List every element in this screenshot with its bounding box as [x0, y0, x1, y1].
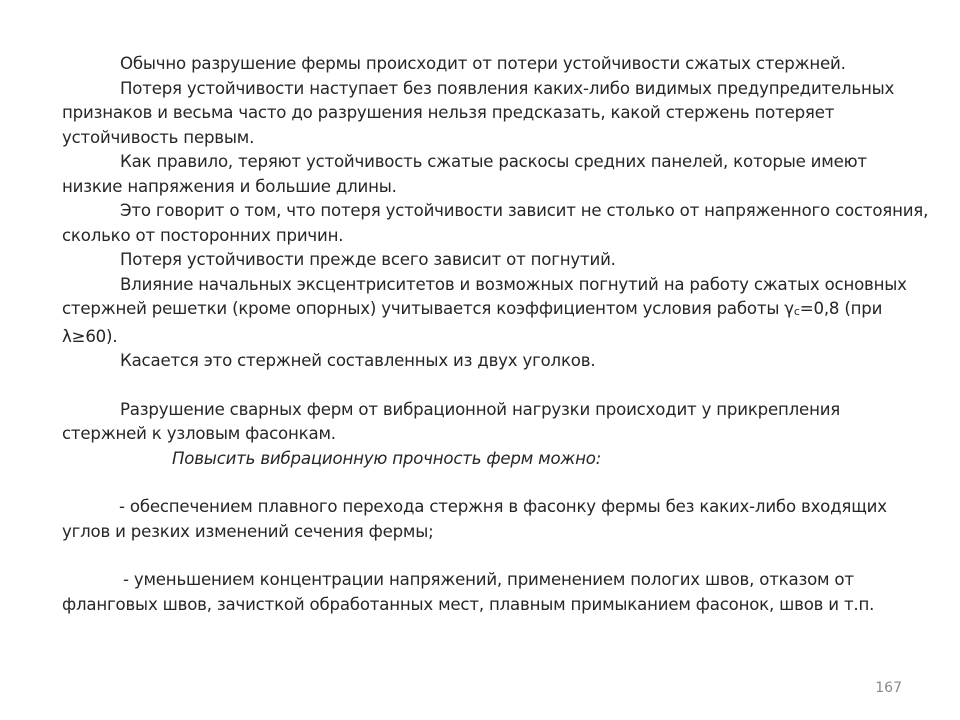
text-segment: стержней решетки (кроме опорных) учитывается коэффициентом условия работы γ [62, 299, 794, 318]
text-line: Потеря устойчивости наступает без появления каких-либо видимых предупредительных [120, 78, 895, 98]
text-line: Это говорит о том, что потеря устойчивости зависит не столько от напряженного состояния, [120, 201, 929, 220]
list-item: - уменьшением концентрации напряжений, применением пологих швов, отказом от [123, 570, 854, 589]
gamma-subscript: c [793, 305, 800, 318]
text-line: сколько от посторонних причин. [62, 225, 344, 245]
text-segment: =0,8 (при [799, 299, 883, 318]
text-line: Обычно разрушение фермы происходит от потери устойчивости сжатых стержней. [120, 54, 846, 73]
text-line: фланговых швов, зачисткой обработанных мест, плавным примыканием фасонок, швов и т.п. [62, 594, 875, 614]
list-item: - обеспечением плавного перехода стержня в фасонку фермы без каких-либо входящих [119, 497, 887, 516]
text-line [62, 297, 952, 325]
text-line: Как правило, теряют устойчивость сжатые раскосы средних панелей, которые имеют [120, 152, 867, 171]
text-line: Потеря устойчивости прежде всего зависит от погнутий. [120, 250, 616, 269]
italic-heading: Повысить вибрационную прочность ферм можно: [172, 448, 602, 468]
page-number: 167 [875, 680, 902, 696]
text-line: Касается это стержней составленных из двух уголков. [120, 351, 596, 370]
text-line: низкие напряжения и большие длины. [62, 176, 397, 196]
text-line: признаков и весьма часто до разрушения нельзя предсказать, какой стержень потеряет [62, 103, 835, 122]
text-line: λ≥60). [62, 326, 118, 346]
text-line: стержней к узловым фасонкам. [62, 424, 336, 443]
body-text [62, 52, 952, 617]
text-line: углов и резких изменений сечения фермы; [62, 521, 434, 541]
text-line: Влияние начальных эксцентриситетов и возможных погнутий на работу сжатых основных [120, 274, 907, 294]
text-line: устойчивость первым. [62, 127, 255, 147]
text-line: Разрушение сварных ферм от вибрационной нагрузки происходит у прикрепления [120, 399, 841, 419]
